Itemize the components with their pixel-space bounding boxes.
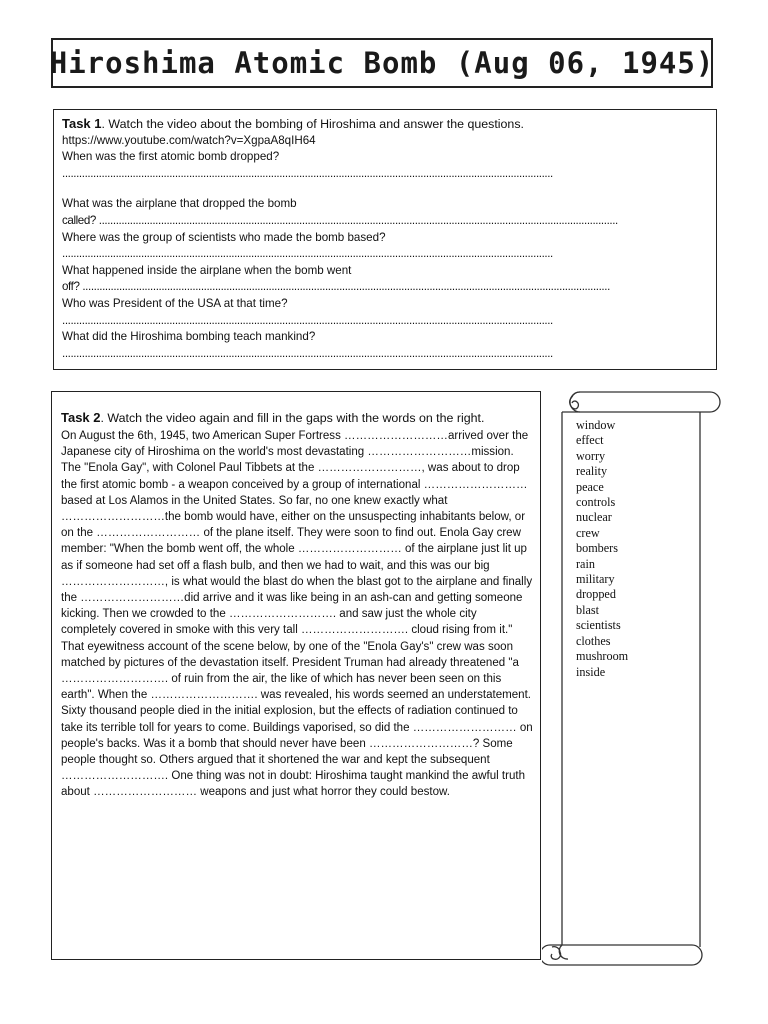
word-bank-item: reality [576, 464, 608, 479]
question-2: What was the airplane that dropped the bomb [62, 197, 297, 211]
word-bank-item: scientists [576, 618, 621, 633]
word-bank-item: bombers [576, 541, 618, 556]
word-bank-item: inside [576, 664, 606, 679]
word-bank-item: worry [576, 448, 606, 463]
word-bank-item: blast [576, 602, 600, 617]
word-bank-item: nuclear [576, 510, 612, 525]
answer-line-5: .............................................................................................................................................................................. [62, 313, 553, 327]
task1-label: Task 1 [62, 116, 102, 131]
task1-box [53, 109, 717, 370]
word-bank-item: military [576, 572, 615, 587]
title-box [51, 38, 713, 88]
task2-label: Task 2 [61, 410, 101, 426]
word-bank-item: window [576, 418, 616, 432]
word-bank-list [576, 418, 628, 680]
task1-instruction: . Watch the video about the bombing of Hiroshima and answer the questions. [101, 117, 524, 131]
question-1: When was the first atomic bomb dropped? [62, 150, 280, 164]
question-3: Where was the group of scientists who made the bomb based? [62, 230, 386, 244]
question-2-line: called? ........................................................................................................................................................................................ [62, 213, 618, 227]
task1-heading [62, 116, 708, 133]
question-6: What did the Hiroshima bombing teach mankind? [62, 330, 316, 344]
gap-fill-passage: On August the 6th, 1945, two American Super Fortress ………………………arrived over the Japanese city of Hiroshima on the world's most devastating ………………………mission. The "Enola Gay", with Colonel Paul Tibbets at the ………………………, was about to drop the first atomic bomb - a weapon conceived by a group of international ……………………… based at Los Alamos in the United States. So far, no one knew exactly what ………………………the bomb would have, either on the unsuspecting inhabitants below, or on the ……………………… of the plane itself. They were soon to find out. Enola Gay crew member: "When the bomb went off, the whole ……………………… of the airplane just lit up as if someone had set off a flash bulb, and then we had to wait, and this was our big ………………………, is what would the blast do when the blast got to the airplane and finally the ………………………did arrive and it was like being in an ash-can and getting someone kicking. Then we crowded to the ………………………. and saw just the whole city completely covered in smoke with this very tall ………………………. cloud rising from it." That eyewitness account of the scene below, by one of the "Enola Gay's" crew was soon matched by pictures of the devastation itself. President Truman had already threatened "a ………………………. of ruin from the air, the like of which has never been seen on this earth". When the ………………………. was revealed, his words seemed an understatement. Sixty thousand people died in the initial explosion, but the effects of radiation continued to take its terrible toll for years to come. Buildings vaporised, so did the ……………………… on people's backs. Was it a bomb that should never have been ………………………? Some people thought so. Others argued that it shortened the war and kept the subsequent ………………………. One thing was not in doubt: Hiroshima taught mankind the awful truth about ……………………… weapons and just what horror they could bestow. [61, 429, 533, 799]
answer-line-1: .............................................................................................................................................................................. [62, 166, 553, 180]
question-4-line: off? ........................................................................................................................................................................................... [62, 280, 610, 294]
spacer [62, 182, 708, 196]
task2-box [51, 391, 541, 960]
answer-line-6: .............................................................................................................................................................................. [62, 346, 553, 360]
task2-heading [61, 410, 533, 427]
word-bank-item: peace [576, 479, 604, 494]
word-bank-item: dropped [576, 587, 616, 602]
page-title: Hiroshima Atomic Bomb (Aug 06, 1945) [49, 46, 715, 80]
word-bank-item: clothes [576, 633, 611, 648]
video-url[interactable]: https://www.youtube.com/watch?v=XgpaA8qIH64 [62, 133, 316, 147]
task2-instruction: . Watch the video again and fill in the gaps with the words on the right. [100, 411, 485, 426]
question-4: What happened inside the airplane when the bomb went [62, 263, 352, 277]
word-bank-item: mushroom [576, 649, 629, 664]
word-bank-scroll [542, 389, 722, 967]
word-bank-item: controls [576, 495, 616, 510]
word-bank-item: effect [576, 433, 604, 448]
question-5: Who was President of the USA at that time? [62, 296, 288, 310]
word-bank-item: rain [576, 556, 595, 571]
word-bank-item: crew [576, 525, 600, 540]
answer-line-3: .............................................................................................................................................................................. [62, 247, 553, 261]
scroll-shape [542, 389, 722, 967]
